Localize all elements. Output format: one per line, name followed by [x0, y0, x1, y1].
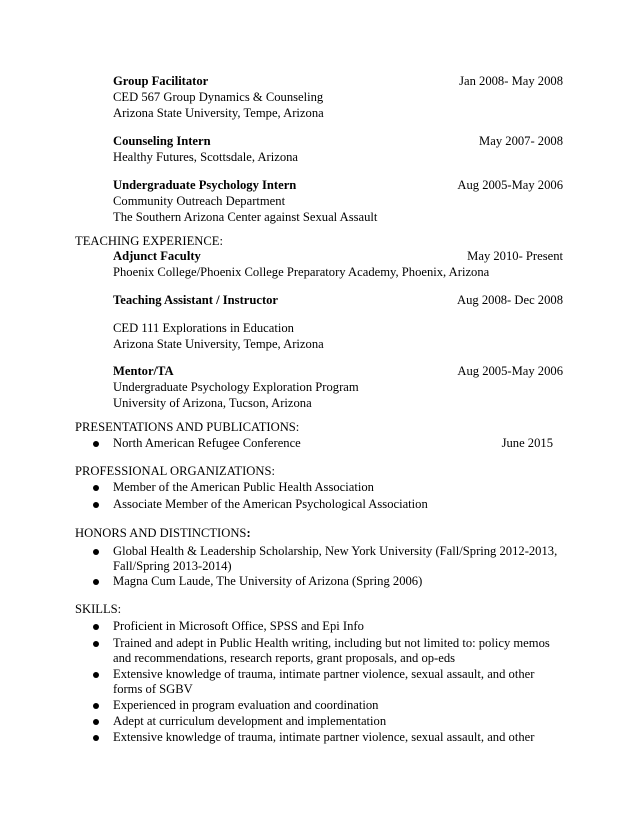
bullet-icon [93, 485, 99, 491]
honors-heading-colon: : [246, 526, 251, 540]
teaching-detail: Phoenix College/Phoenix College Preparatory Academy, Phoenix, Arizona [113, 265, 490, 279]
bullet-icon [93, 719, 99, 725]
list-item: Proficient in Microsoft Office, SPSS and Epi Info [113, 619, 364, 633]
list-item: Extensive knowledge of trauma, intimate partner violence, sexual assault, and other [113, 730, 535, 744]
position-detail: Healthy Futures, Scottsdale, Arizona [113, 150, 299, 164]
teaching-detail: CED 111 Explorations in Education [113, 321, 294, 335]
honors-heading-text: HONORS AND DISTINCTIONS [75, 526, 247, 540]
bullet-icon [93, 441, 99, 447]
bullet-icon [93, 703, 99, 709]
section-heading-presentations: PRESENTATIONS AND PUBLICATIONS: [75, 420, 300, 434]
teaching-title: Adjunct Faculty [113, 249, 201, 263]
bullet-icon [93, 579, 99, 585]
teaching-date: Aug 2005-May 2006 [457, 364, 563, 378]
bullet-icon [93, 672, 99, 678]
list-item: Experienced in program evaluation and coordination [113, 698, 379, 712]
list-item: Member of the American Public Health Association [113, 480, 374, 494]
teaching-title: Teaching Assistant / Instructor [113, 293, 279, 307]
teaching-detail: Undergraduate Psychology Exploration Program [113, 380, 359, 394]
bullet-icon [93, 502, 99, 508]
list-item: Global Health & Leadership Scholarship, New York University (Fall/Spring 2012-2013, [113, 544, 558, 558]
list-item: Associate Member of the American Psychological Association [113, 497, 428, 511]
presentation-date: June 2015 [501, 436, 553, 450]
section-heading-honors [75, 525, 251, 541]
teaching-detail: Arizona State University, Tempe, Arizona [113, 337, 324, 351]
position-date: Aug 2005-May 2006 [457, 178, 563, 192]
position-title: Counseling Intern [113, 134, 211, 148]
position-detail: Community Outreach Department [113, 194, 286, 208]
position-date: May 2007- 2008 [479, 134, 563, 148]
list-item: Adept at curriculum development and implementation [113, 714, 387, 728]
bullet-icon [93, 624, 99, 630]
position-title: Undergraduate Psychology Intern [113, 178, 297, 192]
teaching-title: Mentor/TA [113, 364, 174, 378]
list-item-continuation: and recommendations, research reports, grant proposals, and op-eds [113, 651, 456, 665]
position-title: Group Facilitator [113, 74, 209, 88]
list-item: Trained and adept in Public Health writing, including but not limited to: policy memos [113, 636, 550, 650]
section-heading-skills: SKILLS: [75, 602, 122, 616]
list-item: North American Refugee Conference [113, 436, 301, 450]
list-item-continuation: forms of SGBV [113, 682, 193, 696]
list-item: Magna Cum Laude, The University of Arizona (Spring 2006) [113, 574, 423, 588]
position-detail: Arizona State University, Tempe, Arizona [113, 106, 324, 120]
bullet-icon [93, 735, 99, 741]
position-date: Jan 2008- May 2008 [459, 74, 563, 88]
list-item-continuation: Fall/Spring 2013-2014) [113, 559, 232, 573]
section-heading-teaching: TEACHING EXPERIENCE: [75, 234, 223, 248]
position-detail: CED 567 Group Dynamics & Counseling [113, 90, 324, 104]
position-detail: The Southern Arizona Center against Sexual Assault [113, 210, 378, 224]
teaching-date: May 2010- Present [467, 249, 563, 263]
bullet-icon [93, 549, 99, 555]
section-heading-organizations: PROFESSIONAL ORGANIZATIONS: [75, 464, 275, 478]
teaching-detail: University of Arizona, Tucson, Arizona [113, 396, 312, 410]
bullet-icon [93, 641, 99, 647]
list-item: Extensive knowledge of trauma, intimate partner violence, sexual assault, and other [113, 667, 535, 681]
teaching-date: Aug 2008- Dec 2008 [457, 293, 563, 307]
